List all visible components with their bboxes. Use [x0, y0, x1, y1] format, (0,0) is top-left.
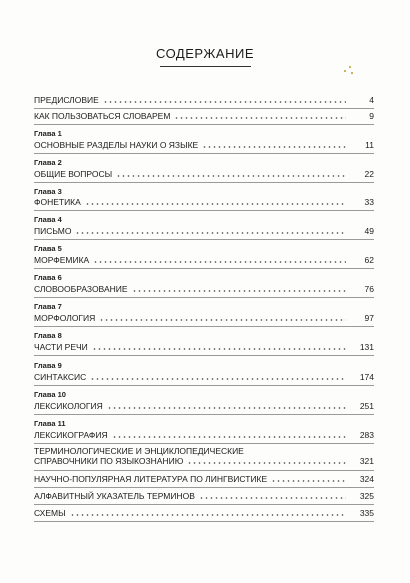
toc-page-number: 174 [359, 372, 374, 382]
toc-entry-label: ЧАСТИ РЕЧИ [34, 342, 88, 352]
toc-entry-label: ПРЕДИСЛОВИЕ [34, 95, 99, 105]
chapter-label: Глава 9 [34, 361, 62, 370]
toc-entry-label: СИНТАКСИС [34, 372, 87, 382]
toc-entry[interactable] [34, 372, 374, 383]
divider [34, 521, 374, 522]
page-title: СОДЕРЖАНИЕ [155, 46, 254, 61]
divider [34, 470, 374, 471]
toc-entry[interactable] [34, 401, 374, 412]
leader-dots [93, 258, 346, 264]
toc-entry-label: СХЕМЫ [34, 508, 66, 518]
chapter-label: Глава 6 [34, 273, 62, 282]
toc-entry-label: ЛЕКСИКОГРАФИЯ [34, 430, 108, 440]
leader-dots [132, 287, 346, 293]
toc-entry[interactable] [34, 111, 374, 122]
toc-page-number: 4 [369, 95, 374, 105]
toc-entry-label: ОСНОВНЫЕ РАЗДЕЛЫ НАУКИ О ЯЗЫКЕ [34, 140, 199, 150]
divider [34, 504, 374, 505]
leader-dots [99, 316, 346, 322]
divider [34, 210, 374, 211]
divider [34, 239, 374, 240]
toc-page-number: 33 [364, 197, 374, 207]
toc-entry[interactable] [34, 197, 374, 208]
leader-dots [202, 143, 346, 149]
leader-dots [103, 98, 346, 104]
divider [34, 385, 374, 386]
chapter-label: Глава 3 [34, 187, 62, 196]
toc-entry[interactable] [34, 474, 374, 485]
leader-dots [112, 433, 346, 439]
divider [34, 326, 374, 327]
toc-entry-label: МОРФОЛОГИЯ [34, 313, 96, 323]
toc-entry[interactable] [34, 169, 374, 180]
toc-entry[interactable] [34, 508, 374, 519]
toc-entry-label-line1: ТЕРМИНОЛОГИЧЕСКИЕ И ЭНЦИКЛОПЕДИЧЕСКИЕ [34, 446, 244, 456]
leader-dots [107, 404, 346, 410]
toc-page-number: 76 [364, 284, 374, 294]
toc-page-number: 324 [359, 474, 374, 484]
leader-dots [187, 459, 346, 465]
toc-entry-label: СЛОВООБРАЗОВАНИЕ [34, 284, 128, 294]
title-underline [160, 66, 251, 67]
divider [34, 108, 374, 109]
leader-dots [85, 200, 346, 206]
toc-page-number: 97 [364, 313, 374, 323]
divider [34, 268, 374, 269]
toc-entry[interactable] [34, 430, 374, 441]
chapter-label: Глава 10 [34, 390, 66, 399]
leader-dots [271, 477, 346, 483]
toc-entry[interactable] [34, 226, 374, 237]
toc-entry-label: ЛЕКСИКОЛОГИЯ [34, 401, 103, 411]
toc-entry[interactable] [34, 313, 374, 324]
divider [34, 297, 374, 298]
toc-entry[interactable] [34, 446, 374, 467]
toc-page-number: 321 [359, 456, 374, 466]
leader-dots [90, 375, 346, 381]
divider [34, 487, 374, 488]
toc-entry-label: ПИСЬМО [34, 226, 72, 236]
toc-entry-label: КАК ПОЛЬЗОВАТЬСЯ СЛОВАРЕМ [34, 111, 171, 121]
toc-entry[interactable] [34, 491, 374, 502]
toc-page-number: 131 [359, 342, 374, 352]
toc-entry-label-line2: СПРАВОЧНИКИ ПО ЯЗЫКОЗНАНИЮ [34, 456, 184, 466]
toc-page-number: 22 [364, 169, 374, 179]
leader-dots [116, 172, 346, 178]
chapter-label: Глава 5 [34, 244, 62, 253]
toc-entry-label: АЛФАВИТНЫЙ УКАЗАТЕЛЬ ТЕРМИНОВ [34, 491, 195, 501]
leader-dots [75, 229, 346, 235]
toc-page-number: 325 [359, 491, 374, 501]
toc-entry-label: НАУЧНО-ПОПУЛЯРНАЯ ЛИТЕРАТУРА ПО ЛИНГВИСТИКЕ [34, 474, 268, 484]
chapter-label: Глава 1 [34, 129, 62, 138]
leader-dots [70, 511, 346, 517]
toc-entry-label: МОРФЕМИКА [34, 255, 90, 265]
chapter-label: Глава 11 [34, 419, 66, 428]
toc-entry-label: ОБЩИЕ ВОПРОСЫ [34, 169, 113, 179]
chapter-label: Глава 7 [34, 302, 62, 311]
toc-page-number: 9 [369, 111, 374, 121]
divider [34, 124, 374, 125]
toc-page-number: 335 [359, 508, 374, 518]
toc-page-number: 283 [359, 430, 374, 440]
toc-page-number: 11 [365, 140, 374, 150]
toc-entry[interactable] [34, 284, 374, 295]
toc-page-number: 251 [359, 401, 374, 411]
toc-entry[interactable] [34, 342, 374, 353]
leader-dots [92, 345, 346, 351]
leader-dots [199, 494, 346, 500]
toc-entry[interactable] [34, 95, 374, 106]
leader-dots [174, 114, 346, 120]
chapter-label: Глава 4 [34, 215, 62, 224]
divider [34, 153, 374, 154]
toc-entry-label: ФОНЕТИКА [34, 197, 81, 207]
divider [34, 443, 374, 444]
chapter-label: Глава 8 [34, 331, 62, 340]
divider [34, 182, 374, 183]
divider [34, 414, 374, 415]
toc-entry[interactable] [34, 255, 374, 266]
divider [34, 355, 374, 356]
toc-page-number: 62 [364, 255, 374, 265]
toc-entry[interactable] [34, 140, 374, 151]
chapter-label: Глава 2 [34, 158, 62, 167]
toc-page-number: 49 [364, 226, 374, 236]
